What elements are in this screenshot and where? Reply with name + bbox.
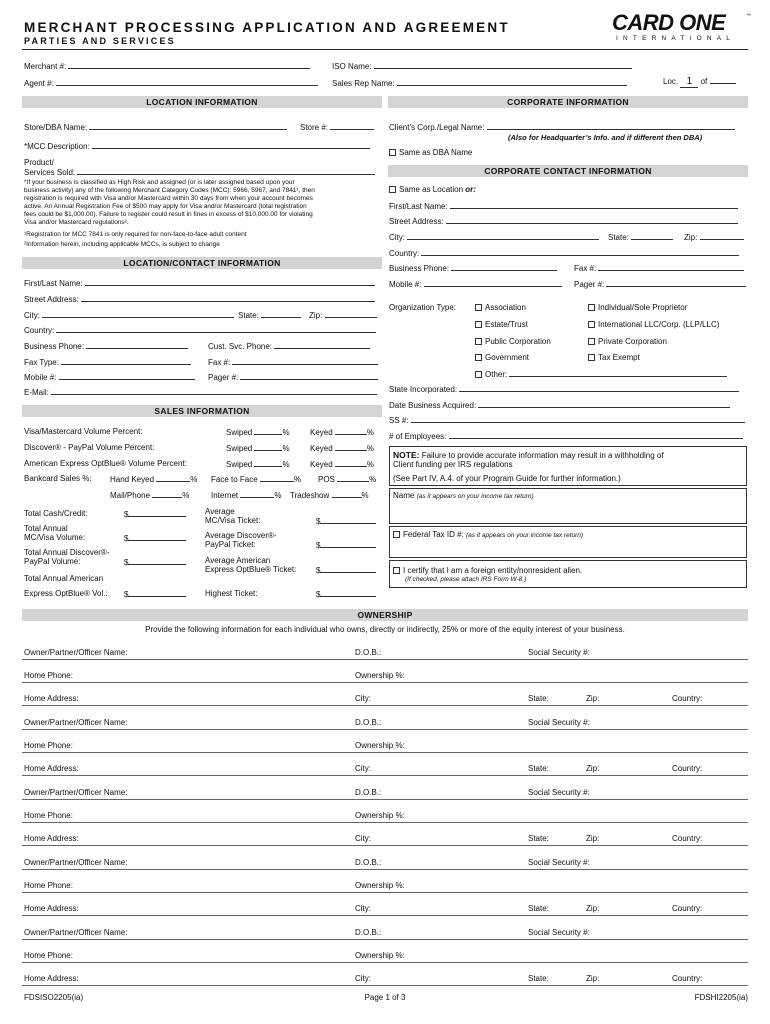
hand-keyed-field[interactable]: Hand Keyed % bbox=[110, 475, 198, 484]
owner-home-address-label: Home Address: bbox=[24, 974, 79, 983]
org-association[interactable]: Association bbox=[475, 303, 526, 312]
owner-country-label: Country: bbox=[672, 764, 703, 773]
org-government[interactable]: Government bbox=[475, 353, 529, 362]
loc-field[interactable]: Loc. 1 of bbox=[663, 76, 736, 88]
highest-ticket-field[interactable]: $ bbox=[316, 589, 376, 599]
note-line3: (See Part IV, A.4. of your Program Guide for further information.) bbox=[393, 474, 621, 483]
card-one-logo bbox=[612, 10, 751, 43]
certify-box-check[interactable] bbox=[393, 567, 400, 574]
owner-home-phone-label: Home Phone: bbox=[24, 671, 73, 680]
owner-dob-label: D.O.B.: bbox=[355, 718, 382, 727]
same-location-box[interactable] bbox=[389, 186, 396, 193]
owner-ownership-pct-label: Ownership %: bbox=[355, 671, 405, 680]
owner-row-rule[interactable] bbox=[22, 845, 748, 846]
amex-swiped-field[interactable]: Swiped % bbox=[226, 460, 290, 469]
owner-city-label: City: bbox=[355, 694, 371, 703]
mcc-field[interactable]: *MCC Description: bbox=[24, 141, 370, 151]
page-subtitle: PARTIES AND SERVICES bbox=[24, 36, 176, 46]
owner-zip-label: Zip: bbox=[586, 694, 600, 703]
owner-row-rule[interactable] bbox=[22, 985, 748, 986]
same-location-checkbox[interactable]: Same as Location or: bbox=[389, 185, 476, 194]
owner-ssn-label: Social Security #: bbox=[528, 858, 590, 867]
corp-street-field[interactable]: Street Address: bbox=[389, 216, 738, 226]
corp-state-field[interactable]: State: bbox=[608, 232, 673, 242]
corp-country-field[interactable]: Country: bbox=[389, 248, 739, 258]
footer-left-code: FDSISO2205(ia) bbox=[24, 993, 84, 1002]
mail-phone-field[interactable]: Mail/Phone % bbox=[110, 491, 190, 500]
loc-zip-field[interactable]: Zip: bbox=[309, 310, 377, 320]
owner-city-label: City: bbox=[355, 974, 371, 983]
owner-zip-label: Zip: bbox=[586, 974, 600, 983]
owner-home-address-label: Home Address: bbox=[24, 834, 79, 843]
owner-row-rule[interactable] bbox=[22, 892, 748, 893]
corp-zip-field[interactable]: Zip: bbox=[684, 232, 744, 242]
total-annual-disc-label2: PayPal Volume: bbox=[24, 557, 81, 566]
org-private-corp[interactable]: Private Corporation bbox=[588, 337, 667, 346]
owner-row-rule[interactable] bbox=[22, 939, 748, 940]
owner-ssn-label: Social Security #: bbox=[528, 648, 590, 657]
loc-state-field[interactable]: State: bbox=[238, 310, 301, 320]
total-cash-credit-field[interactable]: $ bbox=[124, 509, 186, 519]
owner-row-rule[interactable] bbox=[22, 705, 748, 706]
org-other[interactable]: Other: bbox=[475, 369, 727, 379]
owner-name-label: Owner/Partner/Officer Name: bbox=[24, 788, 128, 797]
logo-sub: INTERNATIONAL bbox=[616, 35, 736, 42]
note-line2: Client funding per IRS regulations bbox=[393, 460, 513, 469]
owner-country-label: Country: bbox=[672, 974, 703, 983]
logo-brand: CARD ONE bbox=[612, 10, 726, 35]
iso-name-field[interactable]: ISO Name: bbox=[332, 61, 632, 71]
owner-row-rule[interactable] bbox=[22, 682, 748, 683]
tax-name-label: Name (as it appears on your income tax return) bbox=[393, 491, 534, 500]
amex-keyed-field[interactable]: Keyed % bbox=[310, 460, 375, 469]
owner-row-rule[interactable] bbox=[22, 869, 748, 870]
amex-volume-label: American Express OptBlue® Volume Percent: bbox=[24, 459, 187, 468]
owner-zip-label: Zip: bbox=[586, 834, 600, 843]
owner-row-rule[interactable] bbox=[22, 729, 748, 730]
footer-right-code: FDSHI2205(ia) bbox=[694, 993, 748, 1002]
corp-contact-header: CORPORATE CONTACT INFORMATION bbox=[388, 165, 748, 177]
owner-name-label: Owner/Partner/Officer Name: bbox=[24, 718, 128, 727]
note-line1: NOTE: Failure to provide accurate information may result in a withholding of bbox=[393, 450, 664, 460]
loc-pager-field[interactable]: Pager #: bbox=[208, 372, 378, 382]
logo-tm: ™ bbox=[746, 13, 751, 19]
owner-zip-label: Zip: bbox=[586, 764, 600, 773]
org-tax-exempt[interactable]: Tax Exempt bbox=[588, 353, 640, 362]
header-divider bbox=[22, 49, 748, 50]
owner-dob-label: D.O.B.: bbox=[355, 788, 382, 797]
ss-field[interactable]: SS #: bbox=[389, 415, 745, 425]
owner-country-label: Country: bbox=[672, 834, 703, 843]
discover-keyed-field[interactable]: Keyed % bbox=[310, 444, 375, 453]
corp-mobile-field[interactable]: Mobile #: bbox=[389, 279, 562, 289]
avg-amex-field[interactable]: $ bbox=[316, 565, 376, 575]
owner-ownership-pct-label: Ownership %: bbox=[355, 951, 405, 960]
owner-home-address-label: Home Address: bbox=[24, 694, 79, 703]
owner-row-rule[interactable] bbox=[22, 659, 748, 660]
total-annual-disc-label1: Total Annual Discover®- bbox=[24, 548, 110, 557]
loc-email-field[interactable]: E-Mail: bbox=[24, 387, 377, 397]
store-number-field[interactable]: Store #: bbox=[300, 122, 374, 132]
owner-country-label: Country: bbox=[672, 904, 703, 913]
location-info-header: LOCATION INFORMATION bbox=[22, 96, 382, 108]
services-sold-field[interactable]: Services Sold: bbox=[24, 167, 375, 177]
org-public-corp[interactable]: Public Corporation bbox=[475, 337, 551, 346]
fed-tax-checkbox[interactable] bbox=[393, 531, 400, 538]
total-annual-mc-label2: MC/Visa Volume: bbox=[24, 533, 86, 542]
date-acquired-field[interactable]: Date Business Acquired: bbox=[389, 400, 730, 410]
owner-home-address-label: Home Address: bbox=[24, 764, 79, 773]
owner-city-label: City: bbox=[355, 904, 371, 913]
sales-rep-field[interactable]: Sales Rep Name: bbox=[332, 78, 627, 88]
total-cash-credit-label: Total Cash/Credit: bbox=[24, 509, 88, 518]
certify-hint: (If checked, please attach IRS Form W-8.) bbox=[405, 576, 527, 583]
total-annual-mc-label1: Total Annual bbox=[24, 524, 68, 533]
store-dba-field[interactable]: Store/DBA Name: bbox=[24, 122, 287, 132]
owner-row-rule[interactable] bbox=[22, 775, 748, 776]
state-incorporated-field[interactable]: State Incorporated: bbox=[389, 384, 739, 394]
location-contact-header: LOCATION/CONTACT INFORMATION bbox=[22, 257, 382, 269]
loc-street-field[interactable]: Street Address: bbox=[24, 294, 375, 304]
face-to-face-field[interactable]: Face to Face % bbox=[211, 475, 302, 484]
corp-name-field[interactable]: Client’s Corp./Legal Name: bbox=[389, 122, 735, 132]
loc-first-last-field[interactable]: First/Last Name: bbox=[24, 278, 375, 288]
corp-pager-field[interactable]: Pager #: bbox=[574, 279, 746, 289]
corp-business-phone-field[interactable]: Business Phone: bbox=[389, 263, 557, 273]
total-annual-disc-field[interactable]: $ bbox=[124, 557, 186, 567]
owner-state-label: State: bbox=[528, 694, 549, 703]
fed-tax-label: Federal Tax ID #: (as it appears on your income tax return) bbox=[393, 530, 583, 540]
discover-volume-label: Discover® - PayPal Volume Percent: bbox=[24, 443, 155, 452]
certify-checkbox[interactable]: I certify that I am a foreign entity/nonresident alien. bbox=[393, 566, 582, 575]
owner-ssn-label: Social Security #: bbox=[528, 718, 590, 727]
avg-amex-label1: Average American bbox=[205, 556, 271, 565]
owner-state-label: State: bbox=[528, 764, 549, 773]
owner-home-phone-label: Home Phone: bbox=[24, 951, 73, 960]
owner-dob-label: D.O.B.: bbox=[355, 648, 382, 657]
loc-fax-type-field[interactable]: Fax Type: bbox=[24, 357, 191, 367]
product-label: Product/ bbox=[24, 158, 54, 167]
total-annual-amex-label2: Express OptBlue® Vol.: bbox=[24, 589, 108, 598]
internet-field[interactable]: Internet % bbox=[211, 491, 282, 500]
owner-name-label: Owner/Partner/Officer Name: bbox=[24, 928, 128, 937]
owner-name-label: Owner/Partner/Officer Name: bbox=[24, 858, 128, 867]
owner-city-label: City: bbox=[355, 834, 371, 843]
owner-zip-label: Zip: bbox=[586, 904, 600, 913]
owner-ssn-label: Social Security #: bbox=[528, 928, 590, 937]
owner-row-rule[interactable] bbox=[22, 915, 748, 916]
visa-keyed-field[interactable]: Keyed % bbox=[310, 428, 375, 437]
avg-amex-label2: Express OptBlue® Ticket: bbox=[205, 565, 297, 574]
visa-swiped-field[interactable]: Swiped % bbox=[226, 428, 290, 437]
loc-city-field[interactable]: City: bbox=[24, 310, 234, 320]
owner-state-label: State: bbox=[528, 974, 549, 983]
loc-fax-no-field[interactable]: Fax #: bbox=[208, 357, 378, 367]
owner-dob-label: D.O.B.: bbox=[355, 858, 382, 867]
sales-info-header: SALES INFORMATION bbox=[22, 405, 382, 417]
avg-mc-label1: Average bbox=[205, 507, 235, 516]
total-annual-amex-label1: Total Annual American bbox=[24, 574, 104, 583]
highest-ticket-label: Highest Ticket: bbox=[205, 589, 258, 598]
page-title: MERCHANT PROCESSING APPLICATION AND AGREEMENT bbox=[24, 20, 510, 35]
owner-home-phone-label: Home Phone: bbox=[24, 881, 73, 890]
owner-state-label: State: bbox=[528, 834, 549, 843]
avg-disc-label1: Average Discover®- bbox=[205, 531, 277, 540]
corp-fax-field[interactable]: Fax #: bbox=[574, 263, 744, 273]
org-sole-proprietor[interactable]: Individual/Sole Proprietor bbox=[588, 303, 687, 312]
footer-page-number: Page 1 of 3 bbox=[364, 993, 406, 1002]
total-annual-amex-field[interactable]: $ bbox=[124, 589, 186, 599]
org-intl-llc[interactable]: International LLC/Corp. (LLP/LLC) bbox=[588, 320, 719, 329]
owner-ownership-pct-label: Ownership %: bbox=[355, 811, 405, 820]
same-dba-checkbox[interactable]: Same as DBA Name bbox=[389, 148, 472, 157]
employees-field[interactable]: # of Employees: bbox=[389, 431, 743, 441]
org-estate-trust[interactable]: Estate/Trust bbox=[475, 320, 528, 329]
footnote-2: ²Information herein, including applicable MCCs, is subject to change bbox=[24, 241, 220, 248]
hq-note: (Also for Headquarter’s Info. and if different then DBA) bbox=[508, 133, 703, 142]
loc-cust-svc-field[interactable]: Cust. Svc. Phone: bbox=[208, 341, 370, 351]
owner-row-rule[interactable] bbox=[22, 962, 748, 963]
agent-field[interactable]: Agent #: bbox=[24, 78, 318, 88]
avg-mc-field[interactable]: $ bbox=[316, 516, 376, 526]
owner-home-phone-label: Home Phone: bbox=[24, 741, 73, 750]
owner-city-label: City: bbox=[355, 764, 371, 773]
ownership-instruction: Provide the following information for each individual who owns, directly or indirectly, 25% or more of the equity interest of your business. bbox=[145, 625, 625, 634]
owner-row-rule[interactable] bbox=[22, 799, 748, 800]
avg-mc-label2: MC/Visa Ticket: bbox=[205, 516, 261, 525]
avg-disc-field[interactable]: $ bbox=[316, 540, 376, 550]
owner-dob-label: D.O.B.: bbox=[355, 928, 382, 937]
total-annual-mc-field[interactable]: $ bbox=[124, 533, 186, 543]
visa-mc-volume-label: Visa/Mastercard Volume Percent: bbox=[24, 427, 143, 436]
owner-row-rule[interactable] bbox=[22, 752, 748, 753]
loc-business-phone-field[interactable]: Business Phone: bbox=[24, 341, 188, 351]
corporate-info-header: CORPORATE INFORMATION bbox=[388, 96, 748, 108]
owner-ownership-pct-label: Ownership %: bbox=[355, 741, 405, 750]
owner-home-address-label: Home Address: bbox=[24, 904, 79, 913]
ownership-header: OWNERSHIP bbox=[22, 609, 748, 621]
footnote-1: ¹Registration for MCC 7841 is only required for non-face-to-face adult content bbox=[24, 231, 247, 238]
owner-home-phone-label: Home Phone: bbox=[24, 811, 73, 820]
pos-field[interactable]: POS % bbox=[318, 475, 377, 484]
owner-row-rule[interactable] bbox=[22, 822, 748, 823]
corp-first-last-field[interactable]: First/Last Name: bbox=[389, 201, 738, 211]
corp-city-field[interactable]: City: bbox=[389, 232, 599, 242]
high-risk-note: *If your business is classified as High Risk and assigned (or is later assigned based upon your business activity) any of the following Merchant Category Codes (MCC): 5966, 5967, and 7841¹, then registration is required with Visa and/or Mastercard within 30 days from when your account becomes active. An Annual Registration Fee of $500 may apply for Visa and/or Mastercard (total registration fees could be $1,000.00). Failure to register could result in fines in excess of $10,000.00 for violating Visa and/or Mastercard regulations². bbox=[24, 179, 315, 226]
loc-mobile-field[interactable]: Mobile #: bbox=[24, 372, 195, 382]
bankcard-sales-label: Bankcard Sales %: bbox=[24, 474, 92, 483]
owner-ssn-label: Social Security #: bbox=[528, 788, 590, 797]
owner-name-label: Owner/Partner/Officer Name: bbox=[24, 648, 128, 657]
owner-country-label: Country: bbox=[672, 694, 703, 703]
owner-ownership-pct-label: Ownership %: bbox=[355, 881, 405, 890]
owner-state-label: State: bbox=[528, 904, 549, 913]
merchant-field[interactable]: Merchant #: bbox=[24, 61, 310, 71]
avg-disc-label2: PayPal Ticket: bbox=[205, 540, 256, 549]
loc-country-field[interactable]: Country: bbox=[24, 325, 376, 335]
tradeshow-field[interactable]: Tradeshow % bbox=[290, 491, 369, 500]
same-dba-box[interactable] bbox=[389, 149, 396, 156]
org-type-label: Organization Type: bbox=[389, 303, 457, 312]
discover-swiped-field[interactable]: Swiped % bbox=[226, 444, 290, 453]
